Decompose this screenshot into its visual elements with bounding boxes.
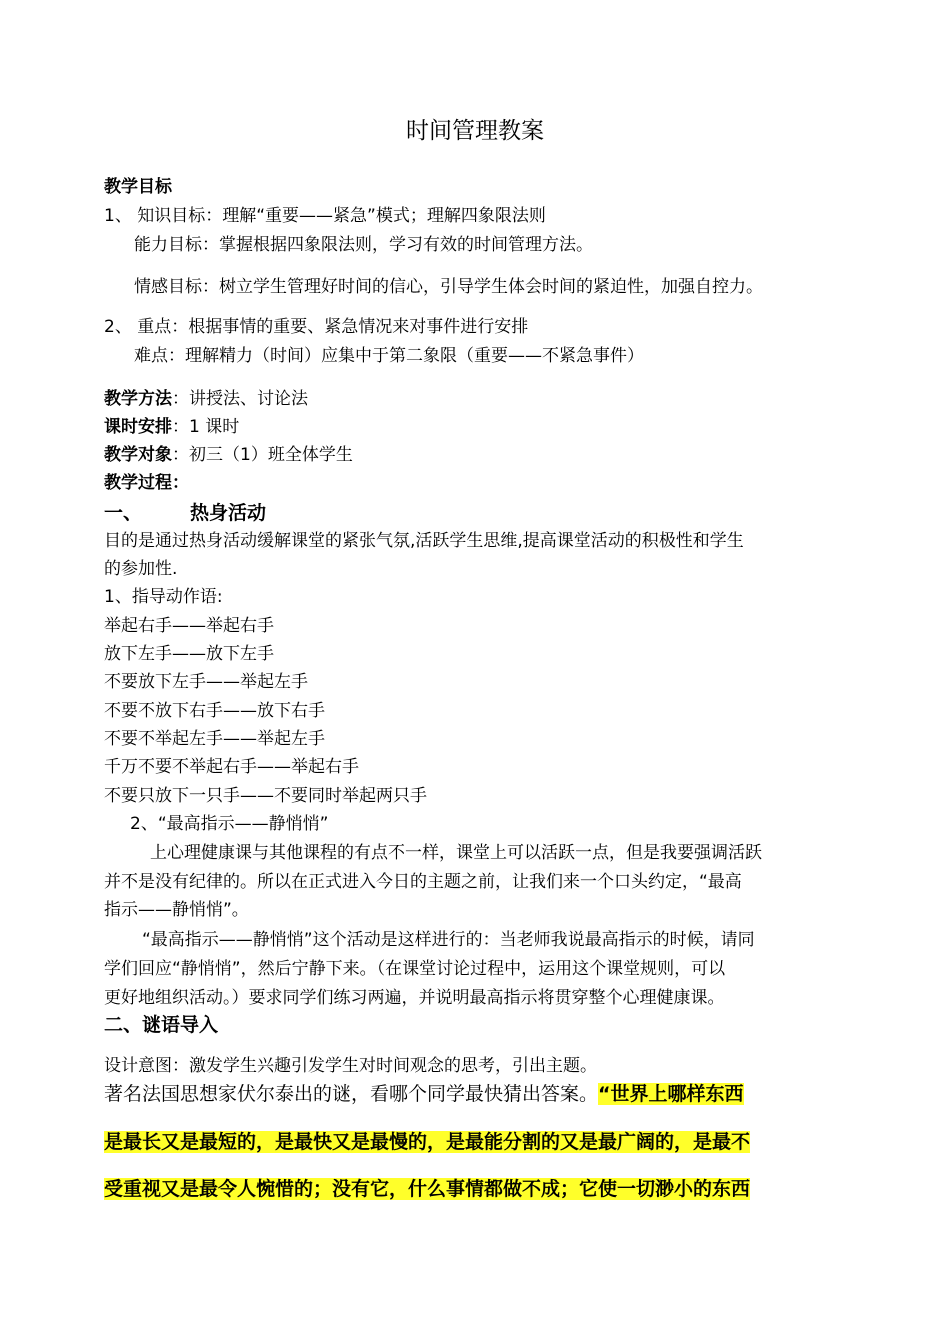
riddle-highlight: “世界上哪样东西 [598, 1083, 744, 1105]
objective-ability: 能力目标：掌握根据四象限法则，学习有效的时间管理方法。 [134, 235, 593, 255]
riddle-highlight: 受重视又是最令人惋惜的；没有它，什么事情都做不成；它使一切渺小的东西 [104, 1178, 751, 1200]
paragraph-3-line-1: “最高指示——静悄悄”这个活动是这样进行的：当老师我说最高指示的时候，请同 [142, 930, 755, 950]
command-line: 不要不放下右手——放下右手 [104, 701, 325, 721]
section-2-heading: 二、谜语导入 [104, 1014, 219, 1036]
objective-emotion: 情感目标：树立学生管理好时间的信心，引导学生体会时间的紧迫性，加强自控力。 [134, 277, 763, 297]
section-1-title: 热身活动 [190, 502, 267, 524]
section-1-paragraph-cont: 的参加性. [104, 559, 178, 579]
riddle-intro: 著名法国思想家伏尔泰出的谜，看哪个同学最快猜出答案。 [104, 1083, 599, 1105]
objectives-heading: 教学目标 [104, 177, 172, 197]
command-line: 举起右手——举起右手 [104, 616, 274, 636]
objective-2-difficulty: 难点：理解精力（时间）应集中于第二象限（重要——不紧急事件） [134, 346, 644, 366]
paragraph-2-line-1: 上心理健康课与其他课程的有点不一样，课堂上可以活跃一点，但是我要强调活跃 [150, 843, 762, 863]
command-line: 不要放下左手——举起左手 [104, 672, 308, 692]
command-line: 不要不举起左手——举起左手 [104, 729, 325, 749]
command-line: 不要只放下一只手——不要同时举起两只手 [104, 786, 427, 806]
class-hours-label: 课时安排 [104, 417, 172, 437]
riddle-line-1 [104, 1081, 744, 1107]
teaching-method-label: 教学方法 [104, 389, 172, 409]
class-hours [104, 416, 239, 438]
design-intent: 设计意图：激发学生兴趣引发学生对时间观念的思考，引出主题。 [104, 1056, 597, 1076]
paragraph-2-line-2: 并不是没有纪律的。所以在正式进入今日的主题之前，让我们来一个口头约定，“最高 [104, 872, 742, 892]
section-1-item-2: 2、“最高指示——静悄悄” [130, 814, 329, 834]
teaching-process-label: 教学过程 [104, 473, 172, 493]
teaching-process [104, 472, 189, 494]
objective-2-key-point: 2、 重点：根据事情的重要、紧急情况来对事件进行安排 [104, 317, 529, 337]
section-1-item-1: 1、指导动作语: [104, 587, 223, 607]
teaching-target-label: 教学对象 [104, 445, 172, 465]
paragraph-3-line-2: 学们回应“静悄悄”，然后宁静下来。（在课堂讨论过程中，运用这个课堂规则，可以 [104, 959, 726, 979]
objective-1: 1、 知识目标：理解“重要——紧急”模式；理解四象限法则 [104, 206, 546, 226]
riddle-line-2 [104, 1129, 750, 1155]
document-title: 时间管理教案 [406, 118, 544, 144]
paragraph-2-line-3: 指示——静悄悄”。 [104, 900, 249, 920]
paragraph-3-line-3: 更好地组织活动。）要求同学们练习两遍，并说明最高指示将贯穿整个心理健康课。 [104, 988, 725, 1008]
teaching-method-value: ：讲授法、讨论法 [172, 389, 308, 409]
riddle-highlight: 是最长又是最短的，是最快又是最慢的，是最能分割的又是最广阔的，是最不 [104, 1131, 751, 1153]
section-1-heading [104, 500, 266, 526]
section-1-paragraph: 目的是通过热身活动缓解课堂的紧张气氛,活跃学生思维,提高课堂活动的积极性和学生 [104, 531, 744, 551]
section-1-number: 一、 [104, 502, 143, 524]
teaching-method [104, 388, 308, 410]
teaching-process-colon: ： [172, 473, 189, 493]
command-line: 千万不要不举起右手——举起右手 [104, 757, 359, 777]
teaching-target-value: ：初三（1）班全体学生 [172, 445, 353, 465]
class-hours-value: ：1 课时 [172, 417, 240, 437]
command-line: 放下左手——放下左手 [104, 644, 274, 664]
riddle-line-3 [104, 1176, 750, 1202]
teaching-target [104, 444, 353, 466]
